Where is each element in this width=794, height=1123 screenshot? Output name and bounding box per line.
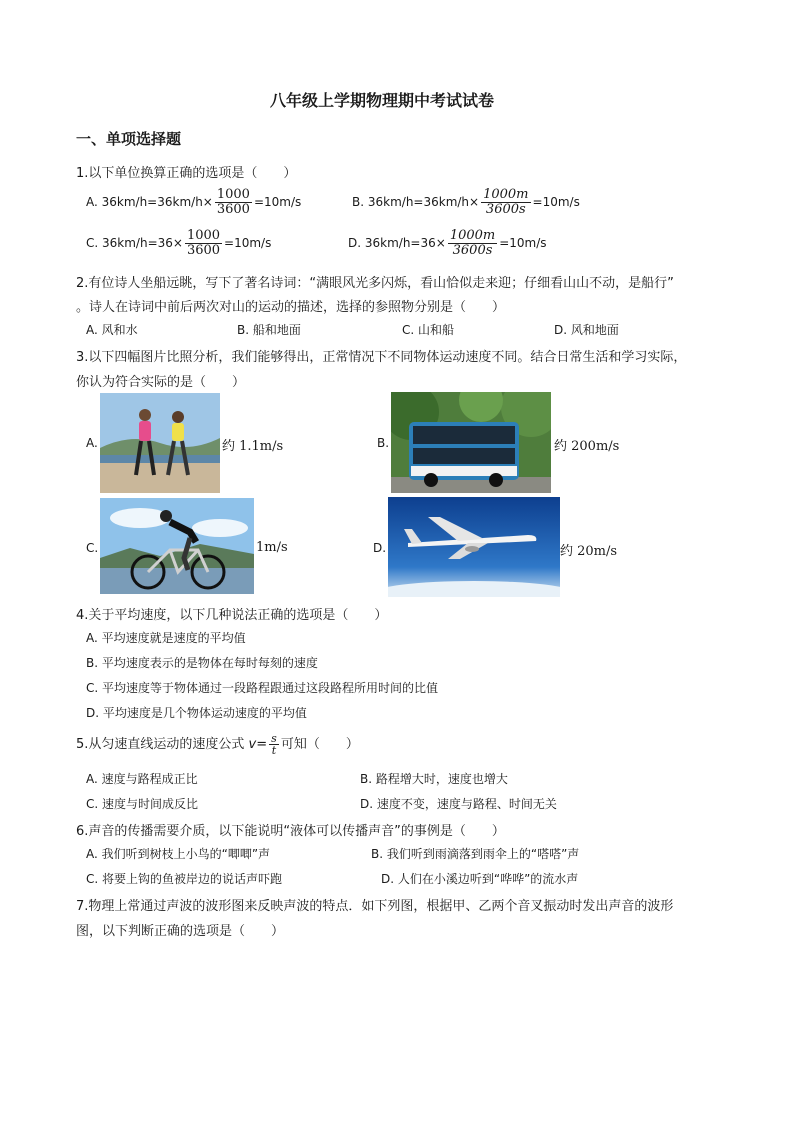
- bus-illustration: [391, 392, 551, 493]
- q6-option-c[interactable]: C. 将要上钩的鱼被岸边的说话声吓跑: [86, 872, 283, 886]
- q1-c-den: 3600: [186, 243, 221, 258]
- q5-eq: =: [256, 737, 268, 752]
- q5-option-d[interactable]: D. 速度不变，速度与路程、时间无关: [360, 797, 557, 811]
- q4-option-b[interactable]: B. 平均速度表示的是物体在每时每刻的速度: [86, 656, 318, 670]
- q3-stem-line2: 你认为符合实际的是（ ）: [76, 375, 246, 390]
- q3-option-a-label[interactable]: A.: [86, 436, 98, 450]
- q5-num: s: [271, 732, 277, 745]
- q5-v: v: [248, 737, 257, 752]
- q1-d-num: 1000m: [449, 228, 496, 243]
- q5-suffix: 可知（ ）: [280, 737, 359, 752]
- q5-option-a[interactable]: A. 速度与路程成正比: [86, 772, 198, 786]
- q3-option-a-text: 约 1.1m/s: [222, 439, 284, 454]
- q5-option-c[interactable]: C. 速度与时间成反比: [86, 797, 199, 811]
- q1-b-den: 3600s: [485, 202, 526, 217]
- q3-option-c-text: 1m/s: [256, 540, 288, 555]
- q3-option-c-label[interactable]: C.: [86, 541, 99, 555]
- q6-stem: 6.声音的传播需要介质，以下能说明“液体可以传播声音”的事例是（ ）: [76, 824, 505, 839]
- q7-stem-line1: 7.物理上常通过声波的波形图来反映声波的特点．如下列图，根据甲、乙两个音叉振动时发出声音的波形: [76, 899, 674, 914]
- q1-option-c[interactable]: [86, 229, 271, 258]
- cyclist-illustration: [100, 498, 254, 594]
- q5-stem: [76, 733, 359, 756]
- q1-b-num: 1000m: [483, 187, 529, 202]
- q2-option-b[interactable]: B. 船和地面: [237, 323, 301, 337]
- q5-prefix: 5.从匀速直线运动的速度公式: [76, 737, 249, 752]
- section-heading: 一、单项选择题: [76, 130, 182, 148]
- q2-stem-line1: 2.有位诗人坐船远眺，写下了著名诗词：“满眼风光多闪烁，看山恰似走来迎；仔细看山山不动，是船行”: [76, 276, 674, 291]
- q2-stem-line2: 。诗人在诗词中前后两次对山的运动的描述，选择的参照物分别是（ ）: [76, 300, 506, 315]
- q3-option-b-label[interactable]: B.: [377, 436, 390, 450]
- q1-option-a[interactable]: [86, 188, 301, 217]
- q5-den: t: [271, 744, 277, 757]
- q6-option-a[interactable]: A. 我们听到树枝上小鸟的“唧唧”声: [86, 847, 271, 861]
- q3-option-b-text: 约 200m/s: [554, 439, 620, 454]
- q1-a-prefix: A. 36km/h=36km/h×: [86, 195, 213, 209]
- q1-a-den: 3600: [216, 202, 250, 217]
- q1-a-num: 1000: [216, 187, 250, 202]
- q1-d-prefix: D. 36km/h=36×: [348, 236, 446, 250]
- q6-option-d[interactable]: D. 人们在小溪边听到“哗哗”的流水声: [381, 872, 579, 886]
- q1-d-suffix: =10m/s: [499, 236, 547, 250]
- q1-b-prefix: B. 36km/h=36km/h×: [352, 195, 480, 209]
- page-title: 八年级上学期物理期中考试试卷: [270, 91, 495, 110]
- q4-option-d[interactable]: D. 平均速度是几个物体运动速度的平均值: [86, 706, 307, 720]
- q3-stem-line1: 3.以下四幅图片比照分析，我们能够得出，正常情况下不同物体运动速度不同。结合日常生活和学习实际，: [76, 350, 687, 365]
- q2-option-c[interactable]: C. 山和船: [402, 323, 455, 337]
- walkers-illustration: [100, 393, 220, 493]
- q3-option-d-label[interactable]: D.: [373, 541, 387, 555]
- q2-option-a[interactable]: A. 风和水: [86, 323, 138, 337]
- q1-c-suffix: =10m/s: [224, 236, 272, 250]
- q5-option-b[interactable]: B. 路程增大时，速度也增大: [360, 772, 508, 786]
- q7-stem-line2: 图，以下判断正确的选项是（ ）: [76, 924, 285, 939]
- q1-d-den: 3600s: [452, 243, 493, 258]
- q3-photo-walkers: [100, 393, 220, 493]
- q2-option-d[interactable]: D. 风和地面: [554, 323, 619, 337]
- q4-stem: 4.关于平均速度，以下几种说法正确的选项是（ ）: [76, 608, 388, 623]
- q3-option-d-text: 约 20m/s: [560, 544, 618, 559]
- q1-a-suffix: =10m/s: [253, 195, 302, 209]
- q1-c-prefix: C. 36km/h=36×: [86, 236, 183, 250]
- q1-b-suffix: =10m/s: [532, 195, 580, 209]
- airplane-illustration: [388, 497, 560, 597]
- q4-option-a[interactable]: A. 平均速度就是速度的平均值: [86, 631, 246, 645]
- q1-option-d[interactable]: [348, 229, 547, 258]
- q1-c-num: 1000: [186, 228, 221, 243]
- q1-stem: 1.以下单位换算正确的选项是（ ）: [76, 166, 297, 181]
- q3-photo-airplane: [388, 497, 560, 597]
- q1-option-b[interactable]: [352, 188, 580, 217]
- q3-photo-cyclist: [100, 498, 254, 594]
- q3-photo-bus: [391, 392, 551, 493]
- q6-option-b[interactable]: B. 我们听到雨滴落到雨伞上的“嗒嗒”声: [371, 847, 580, 861]
- q4-option-c[interactable]: C. 平均速度等于物体通过一段路程跟通过这段路程所用时间的比值: [86, 681, 439, 695]
